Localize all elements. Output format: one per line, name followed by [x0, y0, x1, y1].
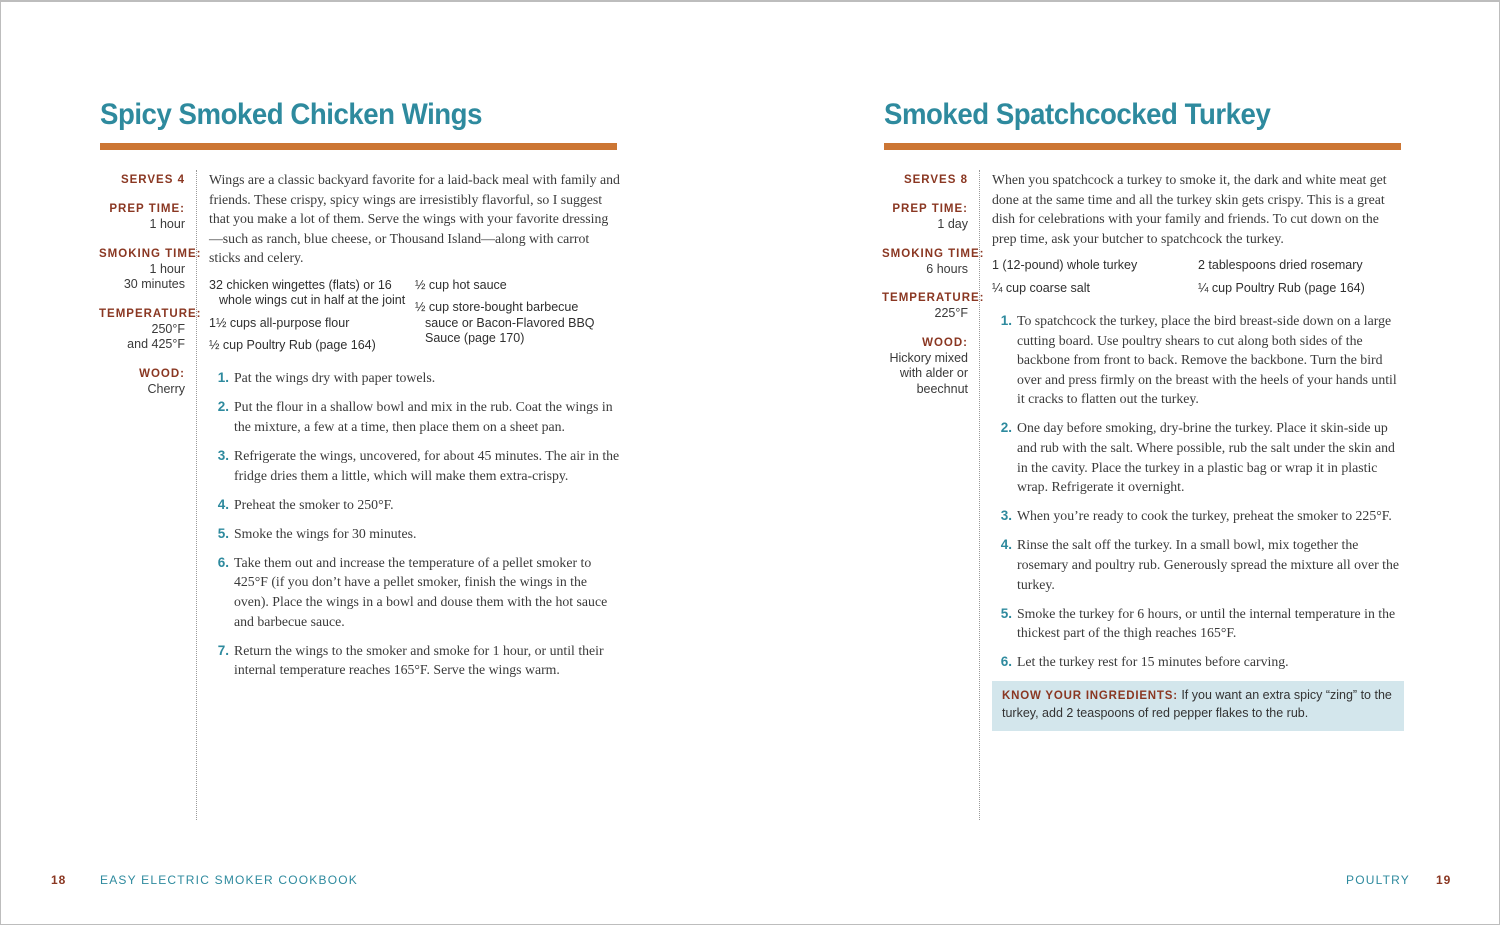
steps-list	[209, 368, 621, 680]
prep-time-value: 1 hour	[149, 217, 185, 231]
temperature-label: TEMPERATURE:	[882, 292, 985, 304]
step-text: Smoke the turkey for 6 hours, or until the internal temperature in the thickest part of the thigh reaches 165°F.	[1017, 605, 1396, 641]
tip-box	[992, 681, 1404, 731]
step-text: Let the turkey rest for 15 minutes before carving.	[1017, 654, 1289, 670]
step-text: One day before smoking, dry-brine the turkey. Place it skin-side up and rub with the salt. Where possible, rub the salt under the skin and in the cavity. Place the turkey in a plastic bag or wrap it in plastic wrap. Refrigerate it overnight.	[1017, 420, 1395, 495]
step-number: 5.	[1000, 605, 1012, 621]
smoking-time-label: SMOKING TIME:	[882, 247, 985, 260]
step-number: 6.	[1000, 654, 1012, 670]
title-rule	[884, 143, 1401, 150]
ingredient-item: ½ cup store-bought barbecue sauce or Bacon-Flavored BBQ Sauce (page 170)	[415, 300, 595, 345]
step-number: 6.	[217, 554, 229, 570]
step-text: Put the flour in a shallow bowl and mix in the rub. Coat the wings in the mixture, a few at a time, then place them on a sheet pan.	[234, 399, 613, 434]
wood-label: WOOD:	[922, 336, 968, 349]
ingredient-item: ½ cup hot sauce	[415, 277, 507, 292]
right-page	[751, 2, 1500, 925]
ingredients-column	[1198, 258, 1404, 303]
step-number: 3.	[217, 447, 229, 463]
step-number: 7.	[217, 642, 229, 658]
step-number: 2.	[1000, 420, 1012, 436]
step-item	[992, 418, 1404, 496]
ingredients-list	[209, 278, 621, 360]
step-text: Refrigerate the wings, uncovered, for about 45 minutes. The air in the fridge dries them a little, which will make them extra-crispy.	[234, 447, 620, 483]
step-text: Preheat the smoker to 250°F.	[234, 496, 394, 512]
steps-list	[992, 311, 1404, 672]
wood-value: Hickory mixed with alder or beechnut	[889, 350, 968, 396]
step-item	[209, 446, 621, 485]
step-text: To spatchcock the turkey, place the bird breast-side down on a large cutting board. Use poultry shears to cut along both sides of the backbone from front to back. Remove the backbone. Turn the bird over and press firmly on the breast with the heels of your hands until it cracks to flatten out the turkey.	[1017, 312, 1397, 407]
serves-label: SERVES 8	[903, 174, 968, 186]
ingredient-item: 32 chicken wingettes (flats) or 16 whole wings cut in half at the joint	[209, 277, 406, 308]
ingredients-column	[209, 278, 415, 360]
temperature-value: 225°F	[934, 306, 968, 320]
step-number: 3.	[1000, 508, 1012, 524]
step-text: Return the wings to the smoker and smoke for 1 hour, or until their internal temperature reaches 165°F. Serve the wings warm.	[234, 642, 604, 678]
step-item	[209, 641, 621, 680]
ingredient-item: 1½ cups all-purpose flour	[209, 315, 350, 330]
prep-time-value: 1 day	[937, 217, 968, 231]
step-item	[209, 368, 621, 388]
step-text: When you’re ready to cook the turkey, preheat the smoker to 225°F.	[1017, 508, 1392, 524]
recipe-title: Smoked Spatchcocked Turkey	[884, 98, 1271, 131]
step-item	[209, 553, 621, 631]
step-text: Pat the wings dry with paper towels.	[234, 370, 436, 386]
running-footer: EASY ELECTRIC SMOKER COOKBOOK	[100, 873, 358, 887]
step-item	[992, 311, 1404, 409]
ingredient-item: ¼ cup Poultry Rub (page 164)	[1198, 280, 1365, 295]
step-number: 1.	[217, 370, 229, 386]
ingredient-item: 1 (12-pound) whole turkey	[992, 258, 1138, 273]
step-item	[209, 524, 621, 544]
prep-time-label: PREP TIME:	[892, 203, 968, 215]
step-number: 4.	[217, 496, 229, 512]
smoking-time-value: 1 hour 30 minutes	[123, 261, 185, 291]
step-number: 5.	[217, 525, 229, 541]
title-rule	[100, 143, 617, 150]
ingredient-item: 2 tablespoons dried rosemary	[1198, 258, 1363, 273]
left-page	[1, 2, 751, 925]
recipe-body	[992, 170, 1404, 731]
step-item	[992, 535, 1404, 594]
ingredients-column	[992, 258, 1198, 303]
column-divider	[979, 170, 980, 820]
step-number: 2.	[217, 399, 229, 415]
page-number: 18	[51, 873, 67, 887]
prep-time-label: PREP TIME:	[109, 203, 185, 215]
step-text: Take them out and increase the temperature of a pellet smoker to 425°F (if you don’t have a pellet smoker, finish the wings in the oven). Place the wings in a bowl and douse them with the hot sauce and barbecue sauce.	[234, 554, 608, 629]
recipe-intro: Wings are a classic backyard favorite for a laid-back meal with family and friends. These crispy, spicy wings are irresistibly flavorful, so I suggest that you make a lot of them. Serve the wings with your favorite dressing—such as ranch, blue cheese, or Thousand Island—along with carrot sticks and celery.	[209, 172, 620, 266]
smoking-time-label: SMOKING TIME:	[99, 247, 202, 260]
serves-label: SERVES 4	[120, 174, 185, 186]
step-text: Smoke the wings for 30 minutes.	[234, 525, 417, 541]
recipe-title: Spicy Smoked Chicken Wings	[100, 98, 482, 131]
step-item	[209, 397, 621, 436]
ingredients-list	[992, 258, 1404, 303]
temperature-value: 250°F and 425°F	[127, 321, 185, 351]
tip-label: KNOW YOUR INGREDIENTS:	[1002, 690, 1178, 703]
recipe-body	[209, 170, 621, 689]
wood-value: Cherry	[147, 381, 185, 396]
page-number: 19	[1436, 873, 1452, 887]
running-footer: POULTRY	[1346, 873, 1410, 887]
step-item	[992, 604, 1404, 643]
recipe-intro: When you spatchcock a turkey to smoke it, the dark and white meat get done at the same time and all the turkey skin gets crispy. This is a great dish for celebrations with your family and friends. To cut down on the prep time, ask your butcher to spatchcock the turkey.	[992, 172, 1387, 246]
step-item	[992, 506, 1404, 526]
step-number: 1.	[1000, 312, 1012, 328]
step-number: 4.	[1000, 537, 1012, 553]
step-item	[209, 495, 621, 515]
wood-label: WOOD:	[139, 367, 185, 380]
smoking-time-value: 6 hours	[926, 261, 968, 276]
tip-text: If you want an extra spicy “zing” to the turkey, add 2 teaspoons of red pepper flakes to the rub.	[1002, 688, 1392, 721]
ingredients-column	[415, 278, 621, 360]
step-item	[992, 652, 1404, 672]
ingredient-item: ¼ cup coarse salt	[992, 280, 1090, 295]
step-text: Rinse the salt off the turkey. In a small bowl, mix together the rosemary and poultry rub. Generously spread the mixture all over the turkey.	[1017, 537, 1399, 592]
temperature-label: TEMPERATURE:	[99, 307, 202, 320]
recipe-meta	[99, 172, 202, 410]
column-divider	[196, 170, 197, 820]
ingredient-item: ½ cup Poultry Rub (page 164)	[209, 337, 376, 352]
recipe-meta	[882, 172, 985, 410]
